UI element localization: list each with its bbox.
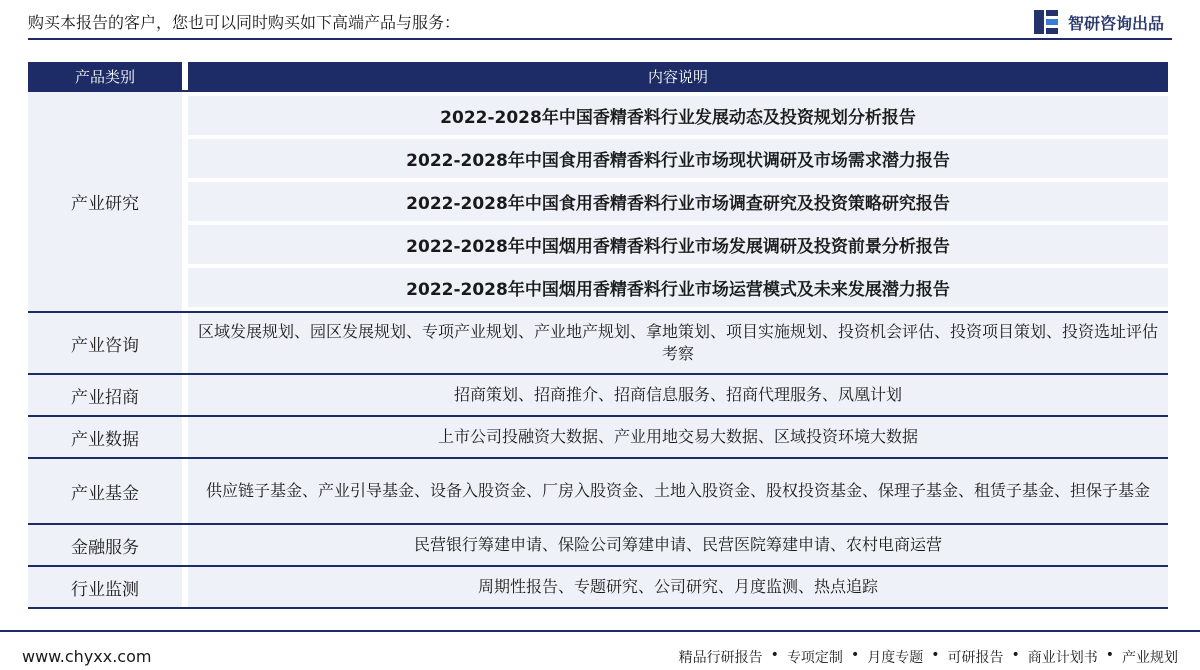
service-link[interactable]: 专项定制	[786, 650, 843, 666]
report-list	[188, 92, 1168, 311]
report-link[interactable]: 2022-2028年中国烟用香精香料行业市场发展调研及投资前景分析报告	[188, 225, 1168, 264]
description-cell: 区域发展规划、园区发展规划、专项产业规划、产业地产规划、拿地策划、项目实施规划、投资机会评估、投资项目策划、投资选址评估考察	[188, 313, 1168, 373]
footer-services	[679, 647, 1178, 667]
brand-name: 智研咨询出品	[1067, 13, 1164, 33]
separator-dot: •	[931, 647, 940, 663]
description-cell: 周期性报告、专题研究、公司研究、月度监测、热点追踪	[188, 567, 1168, 607]
table-row	[28, 313, 1168, 375]
website-link[interactable]: www.chyxx.com	[22, 647, 152, 666]
report-link[interactable]: 2022-2028年中国烟用香精香料行业市场运营模式及未来发展潜力报告	[188, 268, 1168, 307]
report-link[interactable]: 2022-2028年中国香精香料行业发展动态及投资规划分析报告	[188, 96, 1168, 135]
table-row	[28, 567, 1168, 609]
intro-text: 购买本报告的客户，您也可以同时购买如下高端产品与服务：	[28, 13, 461, 32]
category-cell: 产业招商	[28, 375, 182, 415]
description-cell: 民营银行筹建申请、保险公司筹建申请、民营医院筹建申请、农村电商运营	[188, 525, 1168, 565]
category-cell: 产业数据	[28, 417, 182, 457]
separator-dot: •	[1011, 647, 1020, 663]
zhiyan-logo-icon	[1032, 8, 1060, 36]
description-cell: 上市公司投融资大数据、产业用地交易大数据、区域投资环境大数据	[188, 417, 1168, 457]
table-row-research	[28, 92, 1168, 313]
service-link[interactable]: 可研报告	[947, 650, 1004, 666]
footer-divider	[0, 630, 1200, 632]
table-row	[28, 525, 1168, 567]
table-row	[28, 459, 1168, 525]
service-link[interactable]: 月度专题	[867, 650, 924, 666]
separator-dot: •	[1105, 647, 1114, 663]
service-link[interactable]: 精品行研报告	[678, 650, 763, 666]
separator-dot: •	[770, 647, 779, 663]
category-cell: 产业基金	[28, 459, 182, 523]
report-link[interactable]: 2022-2028年中国食用香精香料行业市场现状调研及市场需求潜力报告	[188, 139, 1168, 178]
column-header-description: 内容说明	[188, 62, 1168, 90]
separator-dot: •	[850, 647, 860, 663]
brand[interactable]	[1032, 8, 1164, 36]
top-divider	[28, 38, 1172, 40]
product-table	[28, 62, 1168, 609]
column-header-category: 产品类别	[28, 62, 182, 90]
table-row	[28, 375, 1168, 417]
description-cell: 招商策划、招商推介、招商信息服务、招商代理服务、凤凰计划	[188, 375, 1168, 415]
category-cell: 行业监测	[28, 567, 182, 607]
report-link[interactable]: 2022-2028年中国食用香精香料行业市场调查研究及投资策略研究报告	[188, 182, 1168, 221]
description-cell: 供应链子基金、产业引导基金、设备入股资金、厂房入股资金、土地入股资金、股权投资基金、保理子基金、租赁子基金、担保子基金	[188, 459, 1168, 523]
service-link[interactable]: 产业规划	[1122, 650, 1178, 666]
category-cell: 金融服务	[28, 525, 182, 565]
table-row	[28, 417, 1168, 459]
table-header	[28, 62, 1168, 92]
category-cell: 产业研究	[28, 92, 182, 311]
service-link[interactable]: 商业计划书	[1027, 650, 1098, 666]
category-cell: 产业咨询	[28, 313, 182, 373]
